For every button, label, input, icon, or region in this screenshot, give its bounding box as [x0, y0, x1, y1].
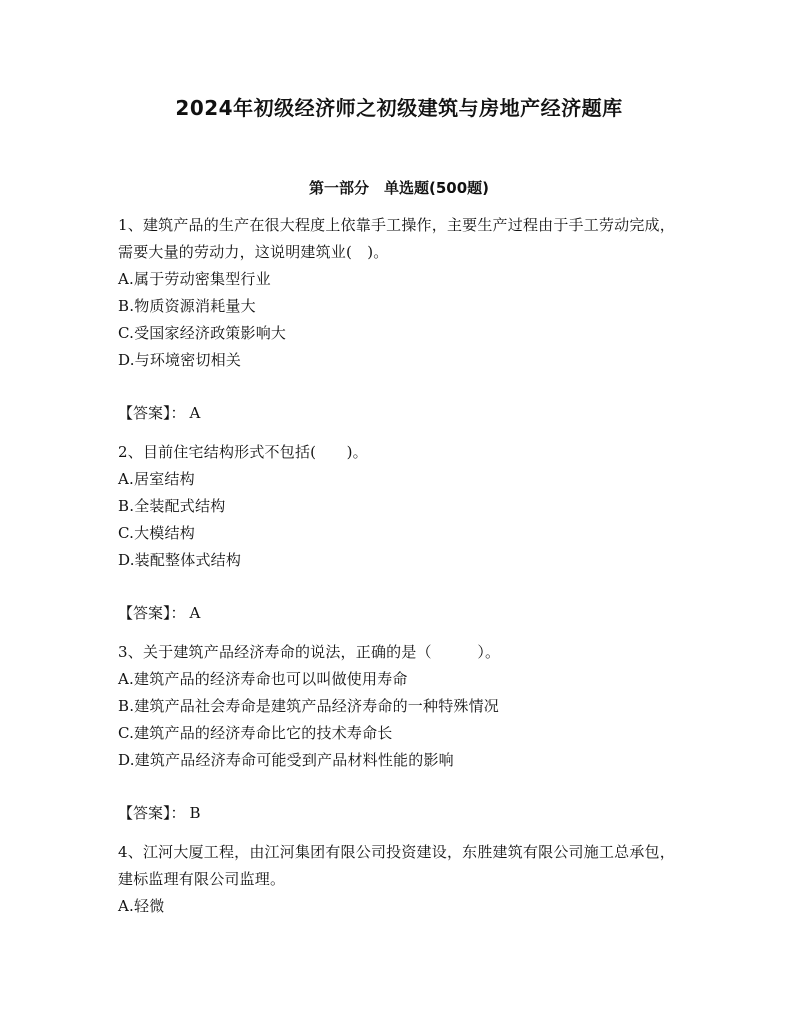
answer-value: B — [189, 804, 201, 822]
option-b: B.全装配式结构 — [118, 497, 226, 515]
document-title: 2024年初级经济师之初级建筑与房地产经济题库 — [175, 96, 623, 120]
answer-label: 【答案】： — [118, 604, 186, 622]
answer-line — [118, 400, 680, 427]
option-d: D.与环境密切相关 — [118, 351, 242, 369]
option-a: A.属于劳动密集型行业 — [118, 270, 271, 288]
answer-value: A — [189, 604, 201, 622]
question-2 — [118, 439, 680, 627]
option-a: A.建筑产品的经济寿命也可以叫做使用寿命 — [118, 670, 408, 688]
question-stem: 2、目前住宅结构形式不包括( )。 — [118, 443, 368, 461]
option-d: D.装配整体式结构 — [118, 551, 242, 569]
option-b: B.物质资源消耗量大 — [118, 297, 256, 315]
option-a: A.轻微 — [118, 897, 165, 915]
option-d: D.建筑产品经济寿命可能受到产品材料性能的影响 — [118, 751, 454, 769]
option-c: C.大模结构 — [118, 524, 195, 542]
option-c: C.建筑产品的经济寿命比它的技术寿命长 — [118, 724, 393, 742]
option-c: C.受国家经济政策影响大 — [118, 324, 287, 342]
question-4 — [118, 839, 680, 920]
answer-line — [118, 800, 680, 827]
question-1 — [118, 212, 680, 427]
section-title: 第一部分 单选题(500题) — [308, 179, 490, 197]
answer-line — [118, 600, 680, 627]
option-a: A.居室结构 — [118, 470, 195, 488]
question-stem: 3、关于建筑产品经济寿命的说法，正确的是（ ）。 — [118, 643, 501, 661]
answer-label: 【答案】： — [118, 404, 186, 422]
option-b: B.建筑产品社会寿命是建筑产品经济寿命的一种特殊情况 — [118, 697, 499, 715]
question-3 — [118, 639, 680, 827]
answer-label: 【答案】： — [118, 804, 186, 822]
answer-value: A — [189, 404, 201, 422]
question-stem: 1、建筑产品的生产在很大程度上依靠手工操作，主要生产过程由于手工劳动完成，需要大量的劳动力，这说明建筑业( )。 — [118, 216, 675, 261]
question-stem: 4、江河大厦工程，由江河集团有限公司投资建设，东胜建筑有限公司施工总承包，建标监理有限公司监理。 — [118, 843, 675, 888]
